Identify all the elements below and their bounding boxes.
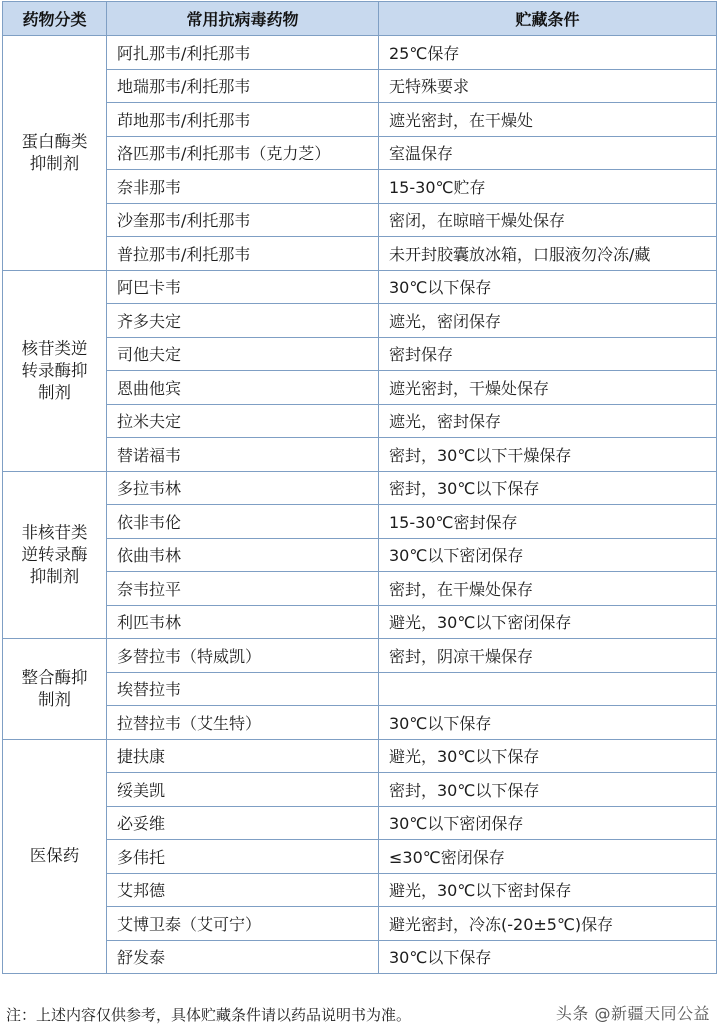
storage-condition-cell [379, 672, 717, 706]
storage-condition-cell: 密封，阴凉干燥保存 [379, 639, 717, 673]
table-row [3, 907, 717, 941]
table-row [3, 639, 717, 673]
table-row [3, 940, 717, 974]
storage-condition-cell: 遮光密封，干燥处保存 [379, 371, 717, 405]
table-row [3, 672, 717, 706]
header-row [3, 2, 717, 36]
header-storage: 贮藏条件 [379, 2, 717, 36]
table-row [3, 438, 717, 472]
storage-condition-cell: 30℃以下密闭保存 [379, 806, 717, 840]
drug-name-cell: 拉替拉韦（艾生特） [107, 706, 379, 740]
storage-condition-cell: 密封保存 [379, 337, 717, 371]
table-row [3, 337, 717, 371]
drug-name-cell: 奈非那韦 [107, 170, 379, 204]
storage-condition-cell: 25℃保存 [379, 36, 717, 70]
storage-condition-cell: 避光，30℃以下保存 [379, 739, 717, 773]
table-row [3, 505, 717, 539]
storage-condition-cell: 避光密封，冷冻(-20±5℃)保存 [379, 907, 717, 941]
category-label: 整合酶抑 [21, 667, 88, 687]
drug-name-cell: 阿扎那韦/利托那韦 [107, 36, 379, 70]
drug-name-cell: 恩曲他宾 [107, 371, 379, 405]
table-row [3, 773, 717, 807]
table-row [3, 203, 717, 237]
category-label: 抑制剂 [29, 153, 80, 173]
table-row [3, 237, 717, 271]
drug-name-cell: 多伟托 [107, 840, 379, 874]
drug-name-cell: 多替拉韦（特威凯） [107, 639, 379, 673]
table-row [3, 103, 717, 137]
drug-name-cell: 利匹韦林 [107, 605, 379, 639]
drug-name-cell: 必妥维 [107, 806, 379, 840]
drug-name-cell: 齐多夫定 [107, 304, 379, 338]
footnote: 注：上述内容仅供参考，具体贮藏条件请以药品说明书为准。 [6, 1006, 412, 1024]
storage-condition-cell: 密封，30℃以下保存 [379, 471, 717, 505]
table-row [3, 706, 717, 740]
drug-name-cell: 奈韦拉平 [107, 572, 379, 606]
header-category: 药物分类 [3, 2, 107, 36]
table-row [3, 36, 717, 70]
drug-name-cell: 司他夫定 [107, 337, 379, 371]
drug-name-cell: 依曲韦林 [107, 538, 379, 572]
storage-condition-cell: 室温保存 [379, 136, 717, 170]
drug-name-cell: 地瑞那韦/利托那韦 [107, 69, 379, 103]
category-label: 制剂 [38, 689, 71, 709]
storage-condition-cell: 30℃以下密闭保存 [379, 538, 717, 572]
storage-condition-cell: 遮光，密封保存 [379, 404, 717, 438]
category-label: 逆转录酶 [21, 544, 88, 564]
table-row [3, 605, 717, 639]
category-label: 蛋白酶类 [21, 131, 88, 151]
table-row [3, 873, 717, 907]
table-row [3, 404, 717, 438]
drug-name-cell: 埃替拉韦 [107, 672, 379, 706]
drug-name-cell: 舒发泰 [107, 940, 379, 974]
storage-condition-cell: 15-30℃密封保存 [379, 505, 717, 539]
drug-name-cell: 多拉韦林 [107, 471, 379, 505]
drug-name-cell: 绥美凯 [107, 773, 379, 807]
storage-condition-cell: 密封，在干燥处保存 [379, 572, 717, 606]
drug-name-cell: 替诺福韦 [107, 438, 379, 472]
drug-name-cell: 拉米夫定 [107, 404, 379, 438]
storage-condition-cell: 密封，30℃以下保存 [379, 773, 717, 807]
storage-condition-cell: 无特殊要求 [379, 69, 717, 103]
category-cell [3, 639, 107, 740]
table-body [3, 36, 717, 974]
drug-name-cell: 艾博卫泰（艾可宁） [107, 907, 379, 941]
storage-condition-cell: 避光，30℃以下密封保存 [379, 873, 717, 907]
category-cell [3, 471, 107, 639]
drug-name-cell: 捷扶康 [107, 739, 379, 773]
table-row [3, 471, 717, 505]
storage-condition-cell: 密封，30℃以下干燥保存 [379, 438, 717, 472]
drug-name-cell: 普拉那韦/利托那韦 [107, 237, 379, 271]
drug-name-cell: 沙奎那韦/利托那韦 [107, 203, 379, 237]
category-label: 核苷类逆 [21, 338, 88, 358]
storage-condition-cell: 30℃以下保存 [379, 940, 717, 974]
storage-condition-cell: 遮光密封，在干燥处 [379, 103, 717, 137]
watermark: 头条 @新疆天同公益 [555, 1004, 710, 1023]
storage-condition-cell: 避光，30℃以下密闭保存 [379, 605, 717, 639]
drug-name-cell: 洛匹那韦/利托那韦（克力芝） [107, 136, 379, 170]
table-row [3, 739, 717, 773]
table-row [3, 840, 717, 874]
category-label: 医保药 [29, 846, 80, 866]
table-header [3, 2, 717, 36]
storage-table [2, 1, 717, 974]
table-row [3, 304, 717, 338]
table-row [3, 136, 717, 170]
table-row [3, 69, 717, 103]
table-row [3, 806, 717, 840]
table-row [3, 270, 717, 304]
category-cell [3, 270, 107, 471]
storage-condition-cell: 密闭，在晾暗干燥处保存 [379, 203, 717, 237]
drug-name-cell: 依非韦伦 [107, 505, 379, 539]
storage-condition-cell: 未开封胶囊放冰箱，口服液勿冷冻/藏 [379, 237, 717, 271]
storage-condition-cell: 30℃以下保存 [379, 270, 717, 304]
storage-condition-cell: 15-30℃贮存 [379, 170, 717, 204]
storage-condition-cell: ≤30℃密闭保存 [379, 840, 717, 874]
category-label: 抑制剂 [29, 566, 80, 586]
header-drug: 常用抗病毒药物 [107, 2, 379, 36]
table-row [3, 371, 717, 405]
storage-condition-cell: 遮光，密闭保存 [379, 304, 717, 338]
category-cell [3, 36, 107, 271]
category-label: 转录酶抑 [21, 360, 88, 380]
category-label: 非核苷类 [21, 522, 88, 542]
category-label: 制剂 [38, 382, 71, 402]
drug-name-cell: 茚地那韦/利托那韦 [107, 103, 379, 137]
table-row [3, 538, 717, 572]
drug-name-cell: 艾邦德 [107, 873, 379, 907]
drug-name-cell: 阿巴卡韦 [107, 270, 379, 304]
category-cell [3, 739, 107, 974]
table-row [3, 572, 717, 606]
table-row [3, 170, 717, 204]
storage-condition-cell: 30℃以下保存 [379, 706, 717, 740]
